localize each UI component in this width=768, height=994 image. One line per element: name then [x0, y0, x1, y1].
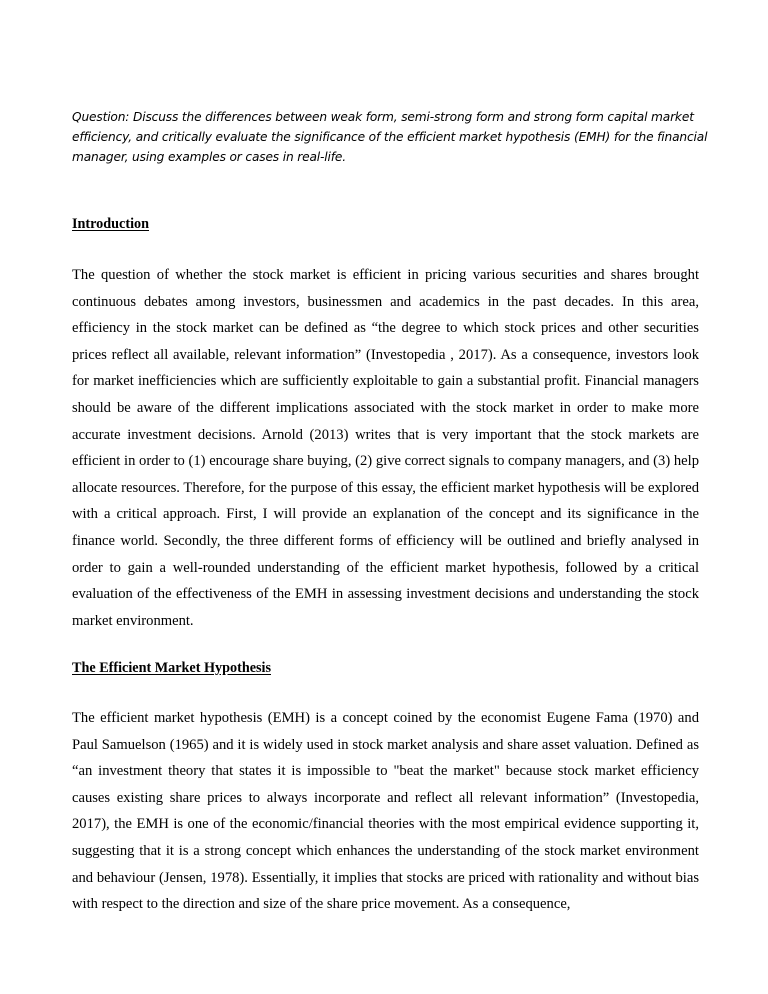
emh-heading: The Efficient Market Hypothesis: [72, 660, 271, 676]
question-text: Question: Discuss the differences between weak form, semi-strong form and strong form capital market efficiency, and critically evaluate the significance of the efficient market hypothesis (EMH) for the financial manager, using examples or cases in real-life.: [72, 110, 708, 164]
introduction-heading: Introduction: [72, 216, 149, 232]
emh-paragraph: The efficient market hypothesis (EMH) is a concept coined by the economist Eugene Fama (1970) and Paul Samuelson (1965) and it is widely used in stock market analysis and share asset valuation. Defined as “an investment theory that states it is impossible to "beat the market" because stock market efficiency causes existing share prices to always incorporate and reflect all relevant information” (Investopedia, 2017), the EMH is one of the economic/financial theories with the most empirical evidence supporting it, suggesting that it is a strong concept which enhances the understanding of the stock market environment and behaviour (Jensen, 1978). Essentially, it implies that stocks are priced with rationality and without bias with respect to the direction and size of the share price movement. As a consequence,: [72, 710, 699, 913]
introduction-paragraph: The question of whether the stock market is efficient in pricing various securities and shares brought continuous debates among investors, businessmen and academics in the past decades. In this area, efficiency in the stock market can be defined as “the degree to which stock prices and other securities prices reflect all available, relevant information” (Investopedia , 2017). As a consequence, investors look for market inefficiencies which are sufficiently exploitable to gain a substantial profit. Financial managers should be aware of the different implications associated with the stock market in order to make more accurate investment decisions. Arnold (2013) writes that is very important that the stock markets are efficient in order to (1) encourage share buying, (2) give correct signals to company managers, and (3) help allocate resources. Therefore, for the purpose of this essay, the efficient market hypothesis will be explored with a critical approach. First, I will provide an explanation of the concept and its significance in the finance world. Secondly, the three different forms of efficiency will be outlined and briefly analysed in order to gain a well-rounded understanding of the efficient market hypothesis, followed by a critical evaluation of the effectiveness of the EMH in assessing investment decisions and understanding the stock market environment.: [72, 267, 699, 629]
